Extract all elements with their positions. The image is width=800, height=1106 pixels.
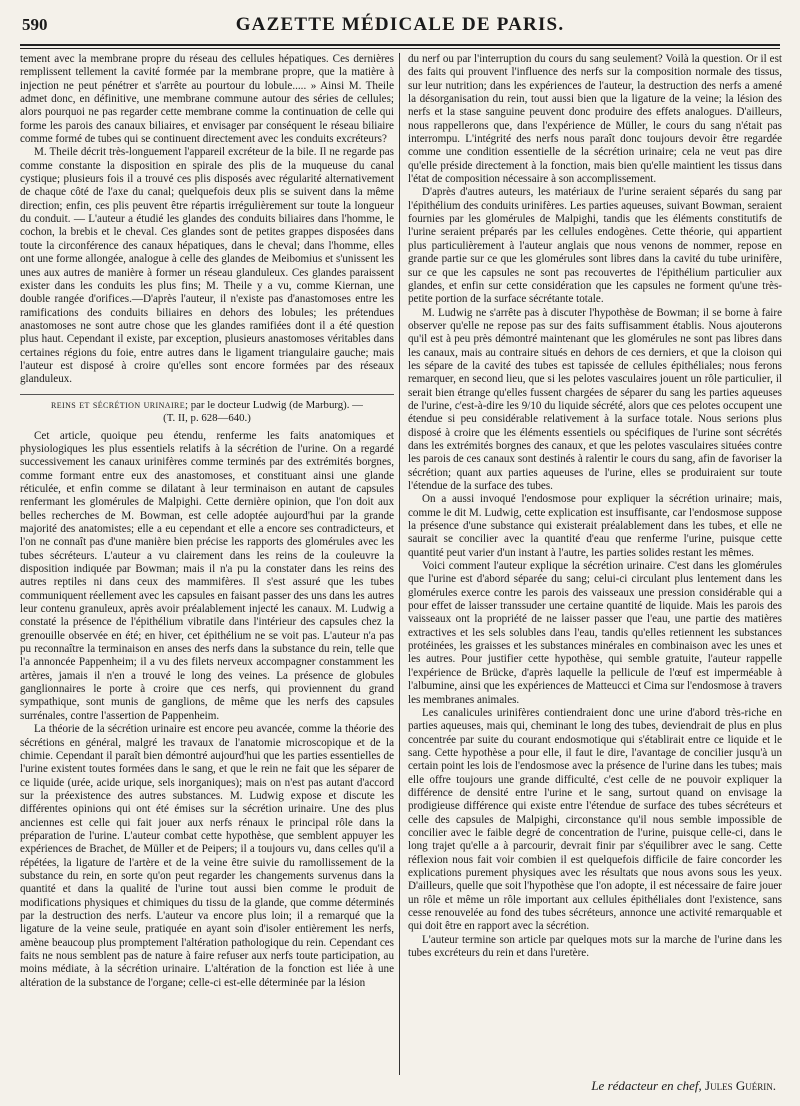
paragraph: On a aussi invoqué l'endosmose pour expliquer la sécrétion urinaire; mais, comme le dit M. Ludwig, cette explication est insuffisante, car l'endosmose suppose la présence d'une substance qui existerait préalablement dans les tubes, et elle ne saurait se concilier avec la quantité d'eau que renferme l'urine, puisque cette quantité peut varier d'un instant à l'autre, les parties solides restant les mêmes. (408, 493, 782, 559)
right-column (408, 53, 782, 1063)
column-divider (399, 53, 400, 1075)
header-rule-thin (20, 48, 780, 49)
journal-title: GAZETTE MÉDICALE DE PARIS. (235, 14, 565, 35)
paragraph: tement avec la membrane propre du réseau des cellules hépatiques. Ces dernières remplissent tellement la cavité formée par la membrane propre, que la matière à injection ne peut pénétrer et s'arrête au pourtour du lobule..... » Ainsi M. Theile admet donc, en définitive, une membrane commune autour des séries de cellules; alors pourquoi ne pas regarder cette membrane comme la continuation de celle qui forme les parois des canaux biliaires, et envisager par conséquent le réseau biliaire comme formé de tubes qui se continuent directement avec les conduits excréteurs? (20, 53, 394, 146)
article-author: ; par le docteur Ludwig (de Marburg). — (185, 398, 363, 411)
paragraph: L'auteur termine son article par quelques mots sur la marche de l'urine dans les tubes excréteurs du rein et dans l'uretère. (408, 933, 782, 960)
paragraph: du nerf ou par l'interruption du cours du sang seulement? Voilà la question. Or il est des faits qui prouvent l'influence des nerfs sur la composition normale des tissus, sur leur nutrition; dans les expériences de l'auteur, la destruction des nerfs a amené la désorganisation du rein, tout aussi bien que la ligature de la veine; la lésion des nerfs et la stase sanguine peuvent donc produire des effets analogues. D'ailleurs, nous rappellerons que, dans l'expérience de Müller, le cours du sang n'était pas interrompu. L'intégrité des nerfs nous paraît donc toujours devoir être regardée comme une condition essentielle de la sécrétion urinaire; cela ne veut pas dire qu'elle préside directement à la fonction, mais bien qu'elle maintient les tissus dans l'état de composition nécessaire à son accomplissement. (408, 53, 782, 186)
paragraph: La théorie de la sécrétion urinaire est encore peu avancée, comme la théorie des sécrétions en général, malgré les travaux de l'anatomie microscopique et de la chimie. Cependant il paraît bien démontré aujourd'hui que les parties essentielles de l'urine existent toutes formées dans le sang, et que le rein ne fait que les séparer de ce liquide (urée, acide urique, sels inorganiques); mais on n'est pas autant d'accord sur la préexistence des autres substances. M. Ludwig expose et discute les différentes opinions qui ont été émises sur la sécrétion urinaire. Une des plus anciennes est celle qui fait jouer aux nerfs rénaux le principal rôle dans la préparation de l'urine. L'auteur combat cette hypothèse, que semblent appuyer les expériences de Brachet, de Müller et de Peipers; il a toujours vu, dans celles qu'il a répétées, la ligature de l'artère et de la veine être suivie du ramollissement de la substance du rein, en sorte qu'on peut regarder les changements survenus dans la quantité et dans la qualité de l'urine tout aussi bien comme le produit de modifications physiques et chimiques du tissu de la glande, que comme déterminés par la destruction des nerfs. L'auteur va encore plus loin; il a remarqué que la ligature de la veine seule, pratiquée en ayant soin d'isoler entièrement les nerfs, amène beaucoup plus promptement l'altération pathologique du rein. Cependant ces faits ne nous semblent pas de nature à faire refuser aux nerfs toute participation, au moins médiate, à la sécrétion urinaire. L'altération de la fonction est liée à une altération de la substance de l'organe; celle-ci est-elle déterminée par la lésion (20, 723, 394, 989)
page-number: 590 (22, 15, 48, 34)
left-column (20, 53, 394, 1063)
paragraph: Les canalicules urinifères contiendraient donc une urine d'abord très-riche en parties aqueuses, mais qui, cheminant le long des tubes, deviendrait de plus en plus concentrée par suite du courant endosmotique qui s'établirait entre ce liquide et le sang. Cette hypothèse a pour elle, il faut le dire, l'avantage de concilier jusqu'à un certain point les lois de l'endosmose avec la présence de l'urine dans les tubes; mais elle offre toujours une grande difficulté, c'est celle de ne pouvoir expliquer la différence de densité entre l'urine et le sang, surtout quand on envisage la prodigieuse différence qui existe entre l'étendue de surface des tubes sécréteurs et celle des capsules de Malpighi, circonstance qu'il nous semble impossible de concilier avec le faible degré de concentration de l'urine, puisque celle-ci, dans le long trajet qu'elle a à parcourir, devrait finir par s'équilibrer avec le sang. Cette réflexion nous fait voir combien il est quelquefois difficile de faire concorder les explications purement physiques avec les résultats que nous avons sous les yeux. D'ailleurs, quelle que soit l'hypothèse que l'on adopte, il est nécessaire de faire jouer un rôle et même un rôle important aux cellules épithéliales dont l'existence, sans cesse renouvelée au fond des tubes sécréteurs, annonce une activité remarquable et qui doit être en rapport avec la sécrétion. (408, 706, 782, 933)
header-rule (20, 44, 780, 46)
page-header (22, 10, 778, 40)
article-reference: (T. II, p. 628—640.) (163, 411, 251, 424)
paragraph: M. Ludwig ne s'arrête pas à discuter l'hypothèse de Bowman; il se borne à faire observer qu'elle ne repose pas sur des faits suffisamment établis. Nous ajouterons qu'il est à peu près démontré maintenant que les glomérules ne sont pas libres dans les canaux, mais au contraire situés en dehors de ces derniers, et que la cloison qui les sépare de la cavité des tubes est tapissée de cellules épithéliales; nous ferons remarquer, en second lieu, que si les pelotes vasculaires jouent un rôle particulier, il serait bien étrange qu'elles fussent chargées de séparer du sang les parties aqueuses de l'urine, c'est-à-dire les 9/10 du liquide sécrété, alors que ces pelotes occupent une étendue si peu considérable relativement à la surface totale. Nous serions plus disposé à croire que les éléments essentiels ou spécifiques de l'urine sont sécrétés dans les extrémités borgnes des canaux, et que les pelotes vasculaires situées contre les parois de ces canaux sont destinés à ralentir le cours du sang, afin de favoriser la sécrétion; quant aux parties aqueuses de l'urine, elles se produiraient sur toute l'étendue de la surface des tubes. (408, 306, 782, 492)
editor-name: Jules Guérin. (705, 1078, 776, 1093)
paragraph: Voici comment l'auteur explique la sécrétion urinaire. C'est dans les glomérules que l'urine est d'abord séparée du sang; celui-ci circulant plus lentement dans les glomérules exerce contre les parois des vaisseaux une pression considérable qui a pour effet de laisser transsuder une certaine quantité de liquide. Mais les parois des vaisseaux ont la propriété de ne laisser passer que l'eau, une partie des matières extractives et les sels solubles dans l'eau, tandis qu'elles retiennent les substances protéinées, les graisses et les substances minérales en combinaison avec les unes et les autres. Pour justifier cette hypothèse, qui semble gratuite, l'auteur rappelle l'expérience de Brücke, d'après laquelle la pellicule de l'œuf est imperméable à l'albumine, ainsi que les expériences de Matteucci et Cima sur l'endosmose à travers les membranes animales. (408, 560, 782, 706)
article-heading (20, 394, 394, 425)
paragraph: M. Theile décrit très-longuement l'appareil excréteur de la bile. Il ne regarde pas comme constante la disposition en spirale des plis de la muqueuse du canal cystique; plusieurs fois il a trouvé ces plis disposés avec régularité alternativement de chaque côté de l'axe du canal; quelquefois deux plis se suivent dans la même direction; enfin, ces plis peuvent être répartis irrégulièrement sur toute la longueur du conduit. — L'auteur a étudié les glandes des conduits biliaires dans l'homme, le cochon, la brebis et le cheval. Ces glandes sont de petites grappes disposées dans toute la circonférence des canaux hépatiques, dans le cheval; dans l'homme, elles ont une forme allongée, analogue à celle des glandes de Meibomius et s'unissent les unes aux autres de manière à former un réseau glanduleux. Ces glandes paraissent exister dans les conduits les plus fins; M. Theile y a vu, comme Kiernan, une double rangée d'orifices.—D'après l'auteur, il n'existe pas d'anastomoses entre les ramifications des conduits biliaires en dehors des lobules; les prétendues anastomoses ne sont autre chose que les glandes ramifiées dont il a été question plus haut. Cependant il existe, par exception, plusieurs anastomoses véritables dans certaines régions du foie, entre autres dans le ligament triangulaire gauche; mais l'auteur est disposé à croire qu'elles sont encore formées par des réseaux glanduleux. (20, 146, 394, 386)
paragraph: D'après d'autres auteurs, les matériaux de l'urine seraient séparés du sang par l'épithélium des conduits urinifères. Les parties aqueuses, suivant Bowman, seraient fournies par les glomérules de Malpighi, tandis que les éléments constitutifs de l'urine seraient préparés par les cellules endogènes. Cette théorie, qui appartient plus particulièrement à l'auteur anglais que nous venons de nommer, repose en grande partie sur ce que les glomérules sont libres dans la cavité du tube urinifère, sur ce que les capsules ne sont pas recouvertes de l'épithélium particulier aux glandes, et enfin sur cette considération que les capsules ne forment qu'une très-petite portion de la surface sécrétante totale. (408, 186, 782, 306)
paragraph: Cet article, quoique peu étendu, renferme les faits anatomiques et physiologiques les plus essentiels relatifs à la sécrétion de l'urine. On a regardé successivement les canaux urinifères comme terminés par des extrémités borgnes, comme formant entre eux des anastomoses, et constituant ainsi une glande réticulée, et enfin comme se dilatant à leur terminaison en autant de capsules renfermant les glomérules de Malpighi. Cette dernière opinion, que l'on doit aux belles recherches de M. Bowman, est celle adoptée aujourd'hui par la grande majorité des anatomistes; elle a eu cependant et elle a encore ses contradicteurs, et l'on ne connaît pas d'une manière bien précise les rapports des glomérules avec les tubes sécréteurs. L'auteur a vu clairement dans les reins de la couleuvre la disposition indiquée par Bowman; mais il n'a pu la constater dans les reins des autres reptiles ni dans ceux des mammifères. Il s'est assuré que les tubes communiquent réellement avec les capsules en faisant passer des uns dans les autres leur contenu granuleux, après avoir préalablement injecté les canaux. M. Ludwig a constaté la présence de l'épithélium vibratile dans l'intérieur des capsules chez la grenouille observée en été; en hiver, cet épithélium ne se voit pas. L'auteur n'a pas pu reconnaître la terminaison en anses des nerfs dans la substance du rein, telle que l'a annoncée Pappenheim; il a vu des filets nerveux accompagner constamment les artères, jamais il n'en a trouvé le long des veines. La présence de globules ganglionnaires le porte à croire que ces nerfs, qui proviennent du grand sympathique, sont munis de ganglions, de même que les nerfs des capsules surrénales, contre l'assertion de Pappenheim. (20, 429, 394, 722)
article-title: reins et sécrétion urinaire (51, 398, 186, 411)
editor-signature (591, 1078, 776, 1094)
editor-label: Le rédacteur en chef, (591, 1078, 702, 1093)
